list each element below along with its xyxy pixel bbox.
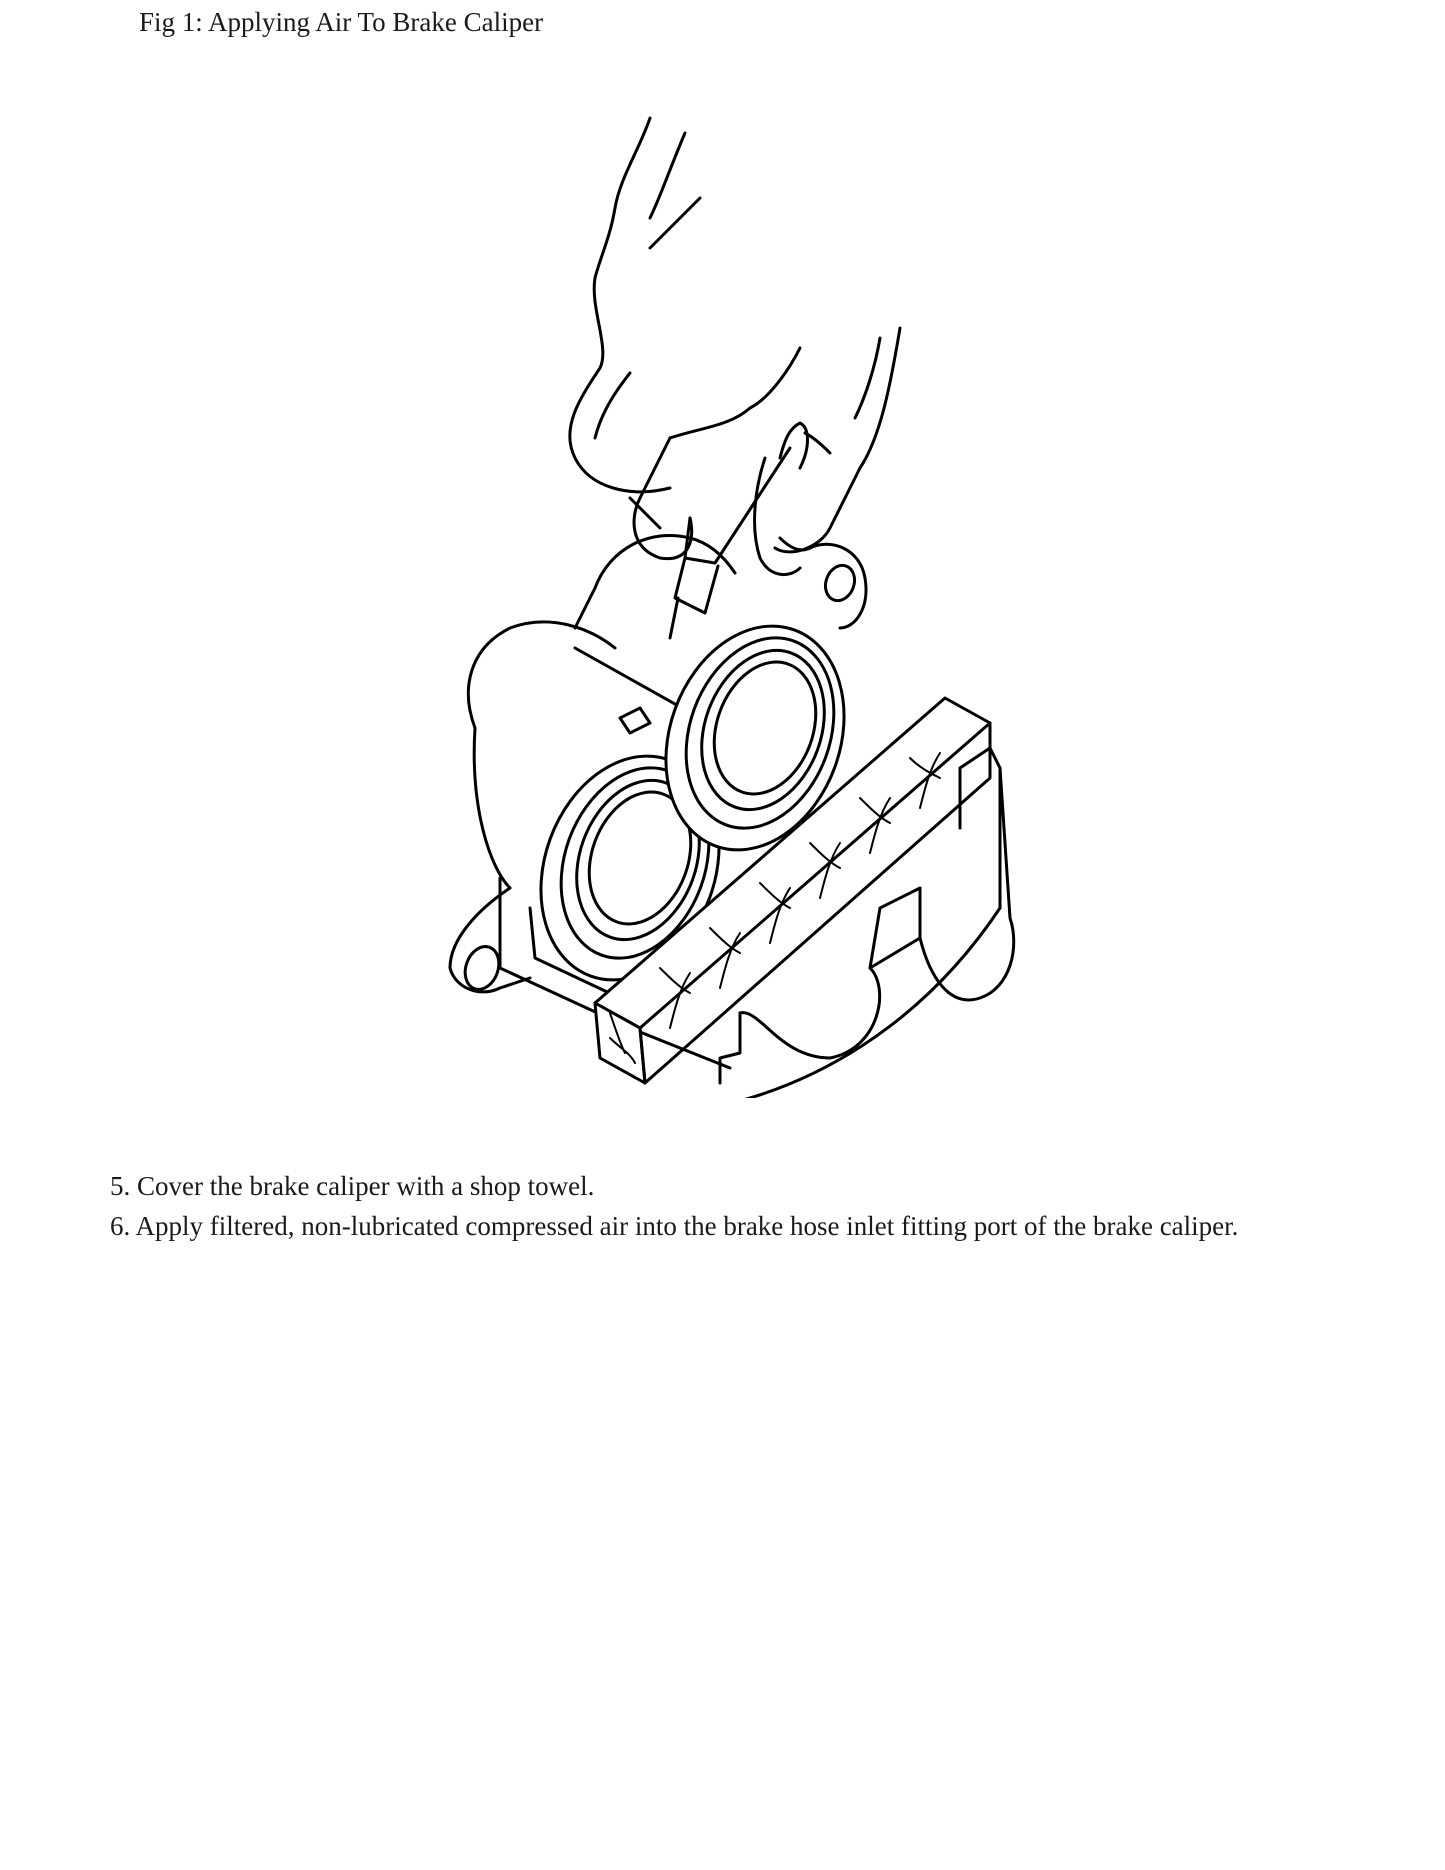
hand-air-nozzle-brake-caliper-icon	[360, 108, 1050, 1098]
step-6: 6. Apply filtered, non-lubricated compressed air into the brake hose inlet fitting port of the brake caliper.	[110, 1211, 1239, 1241]
brake-caliper-illustration	[360, 108, 1050, 1098]
air-nozzle-icon	[670, 448, 790, 638]
figure-caption: Fig 1: Applying Air To Brake Caliper	[139, 7, 544, 37]
step-5: 5. Cover the brake caliper with a shop towel.	[110, 1171, 595, 1201]
hand-icon	[570, 118, 900, 575]
procedure-steps	[110, 1170, 1238, 1250]
